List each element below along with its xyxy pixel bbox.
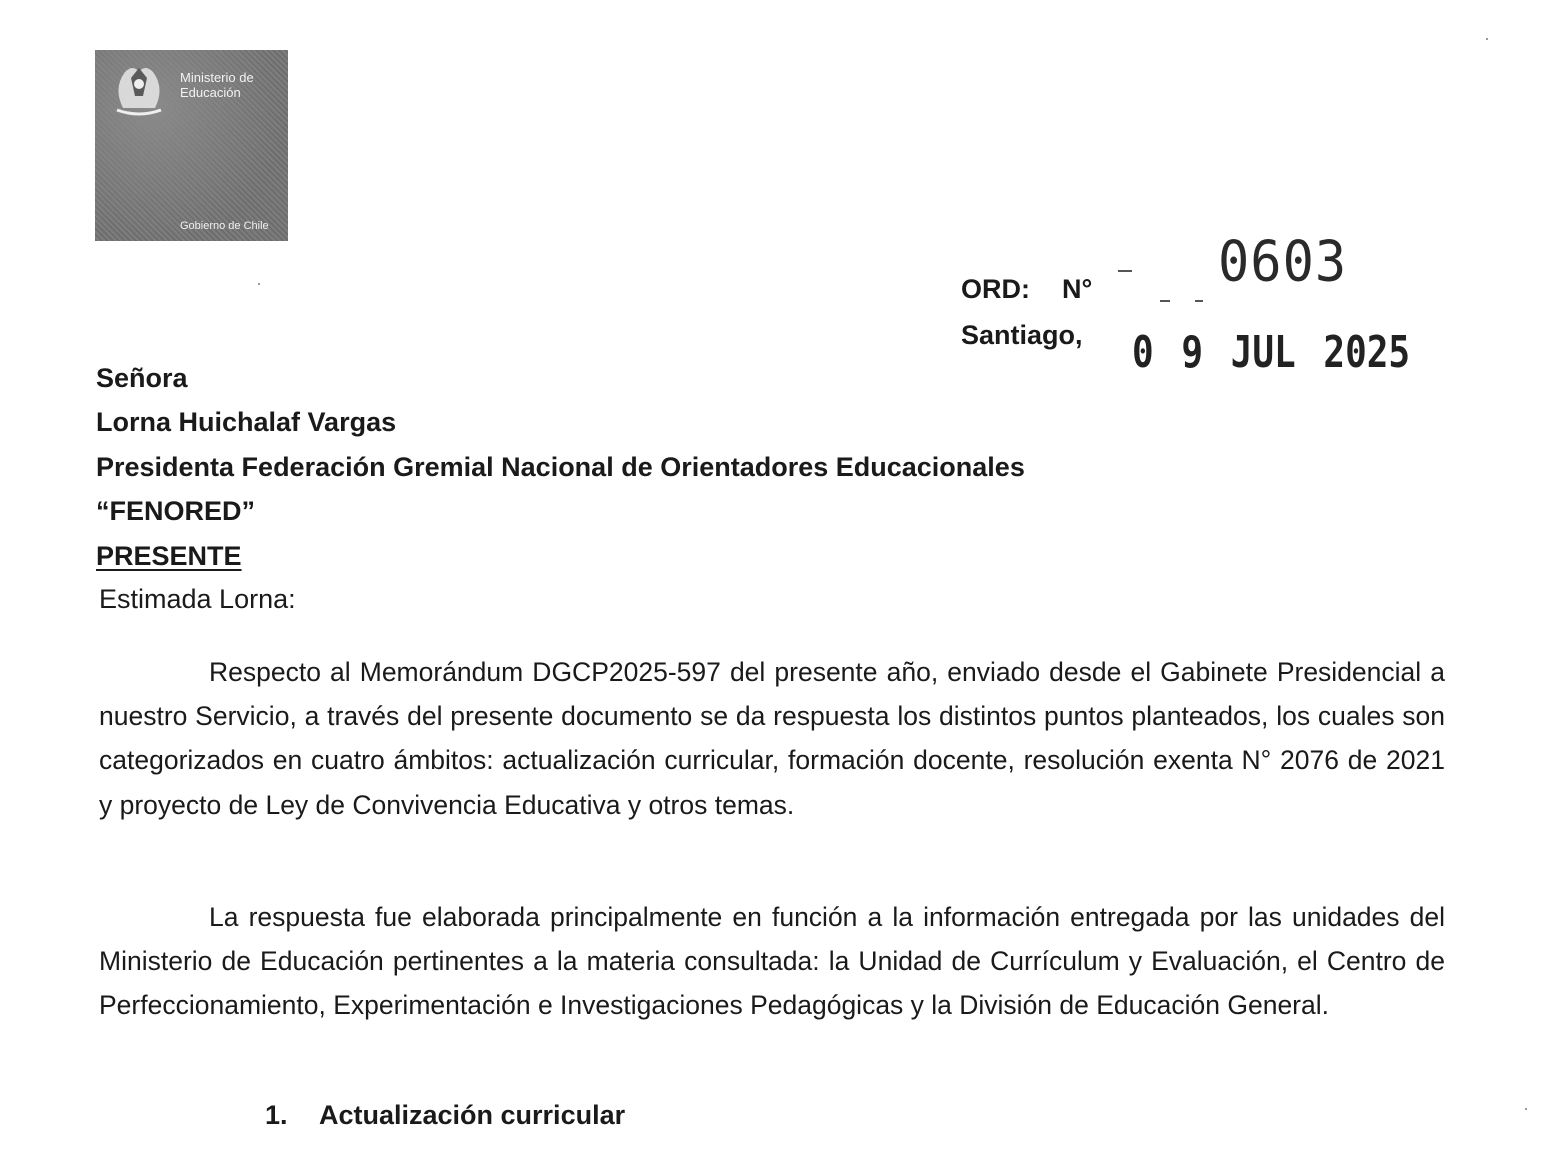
stamp-mark (1118, 270, 1132, 272)
ministry-line-2: Educación (180, 85, 241, 100)
num-label: N° (1062, 274, 1093, 304)
section-number: 1. (265, 1100, 288, 1130)
scan-speck (258, 283, 260, 285)
body-paragraph-2: La respuesta fue elaborada principalmente en función a la información entregada por las unidades del Ministerio de Educación pertinentes a la materia consultada: la Unidad de Currículum y Evaluación, el Centro de Perfeccionamiento, Experimentación e Investigaciones Pedagógicas y la División de Educación General. (99, 902, 1445, 1021)
greeting: Estimada Lorna: (99, 584, 296, 614)
ord-line (961, 274, 1092, 305)
addressee-name: Lorna Huichalaf Vargas (96, 407, 397, 437)
body-paragraph-1: Respecto al Memorándum DGCP2025-597 del presente año, enviado desde el Gabinete Presidencial a nuestro Servicio, a través del presente documento se da respuesta los distintos puntos planteados, los cuales son categorizados en cuatro ámbitos: actualización curricular, formación docente, resolución exenta N° 2076 de 2021 y proyecto de Ley de Convivencia Educativa y otros temas. (99, 657, 1445, 820)
ministry-logo (95, 50, 288, 241)
coat-of-arms-icon (103, 58, 175, 122)
government-label: Gobierno de Chile (180, 220, 269, 232)
ministry-line-1: Ministerio de (180, 70, 254, 85)
ord-number-stamp: 0603 (1218, 229, 1348, 295)
scan-speck (1525, 1108, 1527, 1110)
ord-label: ORD: (961, 274, 1030, 304)
ministry-name (180, 70, 254, 100)
stamp-mark (1160, 300, 1170, 302)
section-heading (265, 1100, 625, 1131)
stamp-mark (1195, 300, 1203, 302)
addressee-title: Presidenta Federación Gremial Nacional de Orientadores Educacionales (96, 452, 1025, 482)
addressee-org: “FENORED” (96, 496, 256, 526)
section-title: Actualización curricular (319, 1100, 626, 1130)
addressee-salutation: Señora (96, 363, 188, 393)
scan-speck (1486, 38, 1488, 40)
date-stamp: 0 9 JUL 2025 (1132, 328, 1411, 379)
presente-label: PRESENTE (96, 541, 242, 571)
city-label: Santiago, (961, 320, 1083, 350)
